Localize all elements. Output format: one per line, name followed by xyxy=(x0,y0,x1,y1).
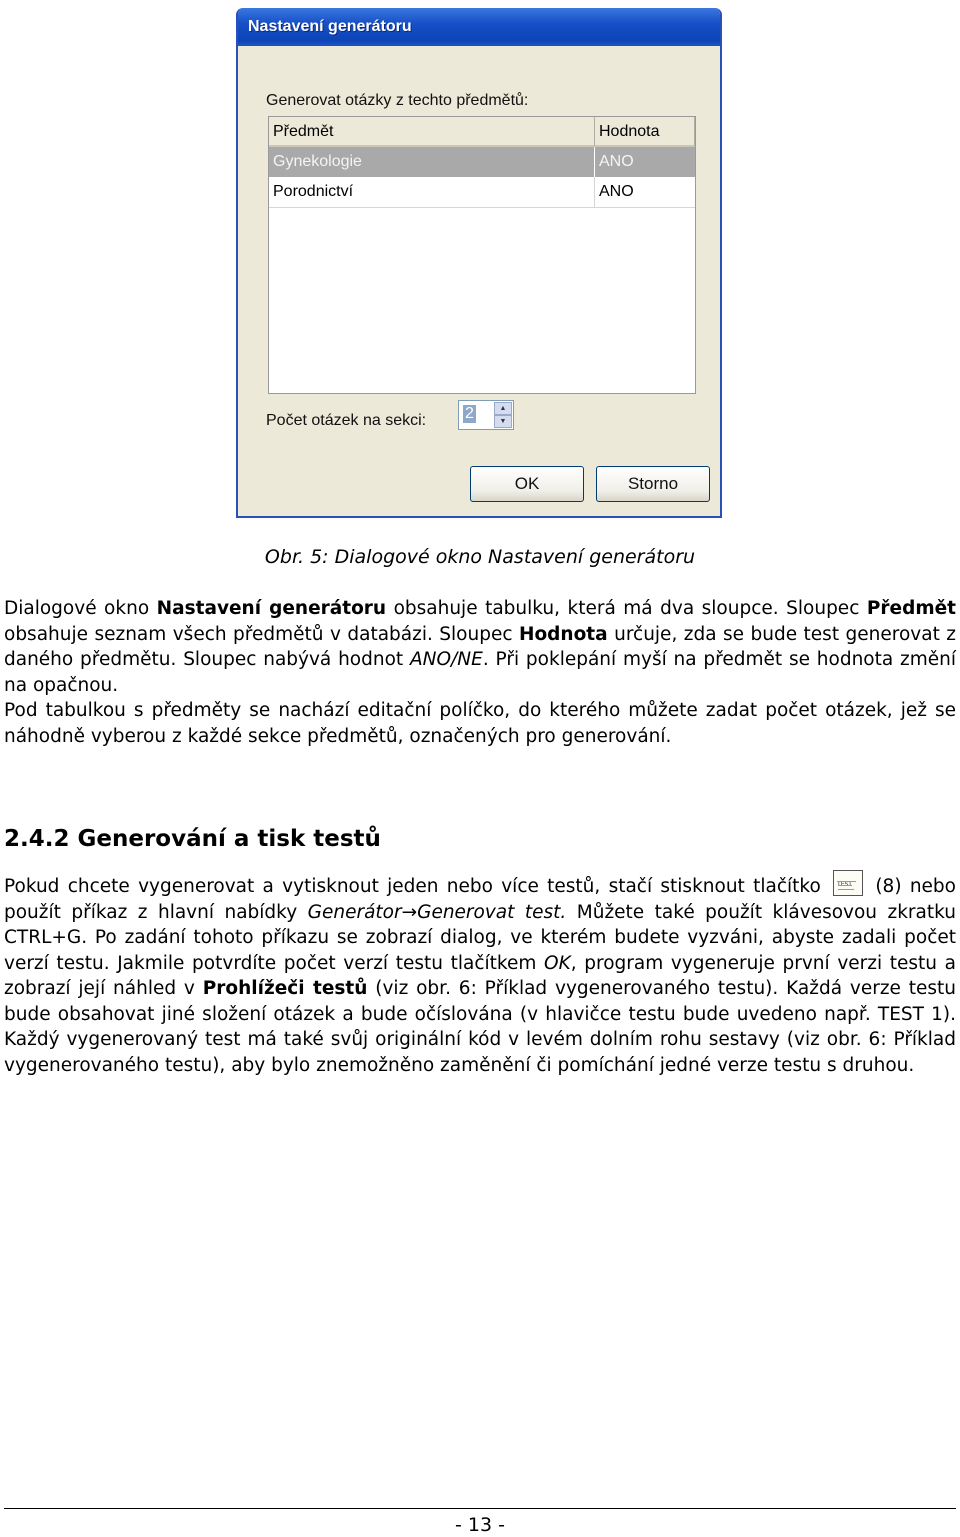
paragraph-generate-tests: Pokud chcete vygenerovat a vytisknout jeden nebo více testů, stačí stisknout tlačítko (8) nebo použít příkaz z hlavní nabídky Generátor→Generovat test. Můžete také použít klávesovou zkratku CTRL+G. Po zadání tohoto příkazu se zobrazí dialog, ve kterém budete vyzváni, abyste zadali počet verzí testu. Jakmile potvrdíte počet verzí testu tlačítkem OK, program vygeneruje první verzi testu a zobrazí její náhled v Prohlížeči testů (viz obr. 6: Příklad vygenerovaného testu). Každá verze testu bude obsahovat jiné složení otázek a bude očíslována (v hlavičce testu bude uvedeno např. TEST 1). Každý vygenerovaný test má také svůj originální kód v levém dolním rohu sestavy (viz obr. 6: Příklad vygenerovaného testu), aby bylo znemožněno zaměnění či pomíchání jedné verze testu s druhou. xyxy=(4,870,956,1078)
row-value[interactable]: ANO xyxy=(599,153,634,170)
arrow-right-icon: → xyxy=(401,901,418,923)
chevron-up-icon[interactable]: ▲ xyxy=(494,402,512,415)
question-count-label: Počet otázek na sekci: xyxy=(266,412,427,429)
subjects-grid[interactable] xyxy=(268,116,696,394)
ok-button[interactable]: OK xyxy=(470,466,584,502)
chevron-down-icon[interactable]: ▼ xyxy=(494,415,512,428)
paragraph-edit-field-description: Pod tabulkou s předměty se nachází editační políčko, do kterého můžete zadat počet otázek, jež se náhodně vyberou z každé sekce předmětů, označených pro generování. xyxy=(4,700,956,747)
question-count-value[interactable]: 2 xyxy=(465,405,474,422)
subjects-group-label: Generovat otázky z techto předmětů: xyxy=(266,92,529,109)
question-count-stepper[interactable] xyxy=(458,400,514,430)
footer-divider xyxy=(4,1508,956,1509)
row-subject[interactable]: Porodnictví xyxy=(269,177,595,207)
column-header-subject[interactable]: Předmět xyxy=(269,117,595,147)
row-subject[interactable]: Gynekologie xyxy=(269,147,595,177)
figure-caption: Obr. 5: Dialogové okno Nastavení generátoru xyxy=(264,546,696,568)
section-heading: 2.4.2 Generování a tisk testů xyxy=(4,826,381,852)
grid-row[interactable] xyxy=(269,177,695,208)
cancel-button[interactable]: Storno xyxy=(596,466,710,502)
dialog-title: Nastavení generátoru xyxy=(238,8,720,46)
column-header-value[interactable]: Hodnota xyxy=(595,117,695,147)
stepper-buttons xyxy=(494,402,512,428)
page-number: - 13 - xyxy=(455,1514,505,1536)
generator-settings-dialog xyxy=(236,8,722,518)
grid-header xyxy=(269,117,695,147)
test-toolbar-icon xyxy=(833,870,863,896)
row-value[interactable]: ANO xyxy=(599,183,634,200)
grid-row[interactable] xyxy=(269,147,695,177)
paragraph-dialog-description: Dialogové okno Nastavení generátoru obsahuje tabulku, která má dva sloupce. Sloupec Předmět obsahuje seznam všech předmětů v databázi. Sloupec Hodnota určuje, zda se bude test generovat z daného předmětu. Sloupec nabývá hodnot ANO/NE. Při poklepání myší na předmět se hodnota změní na opačnou. xyxy=(4,598,957,696)
